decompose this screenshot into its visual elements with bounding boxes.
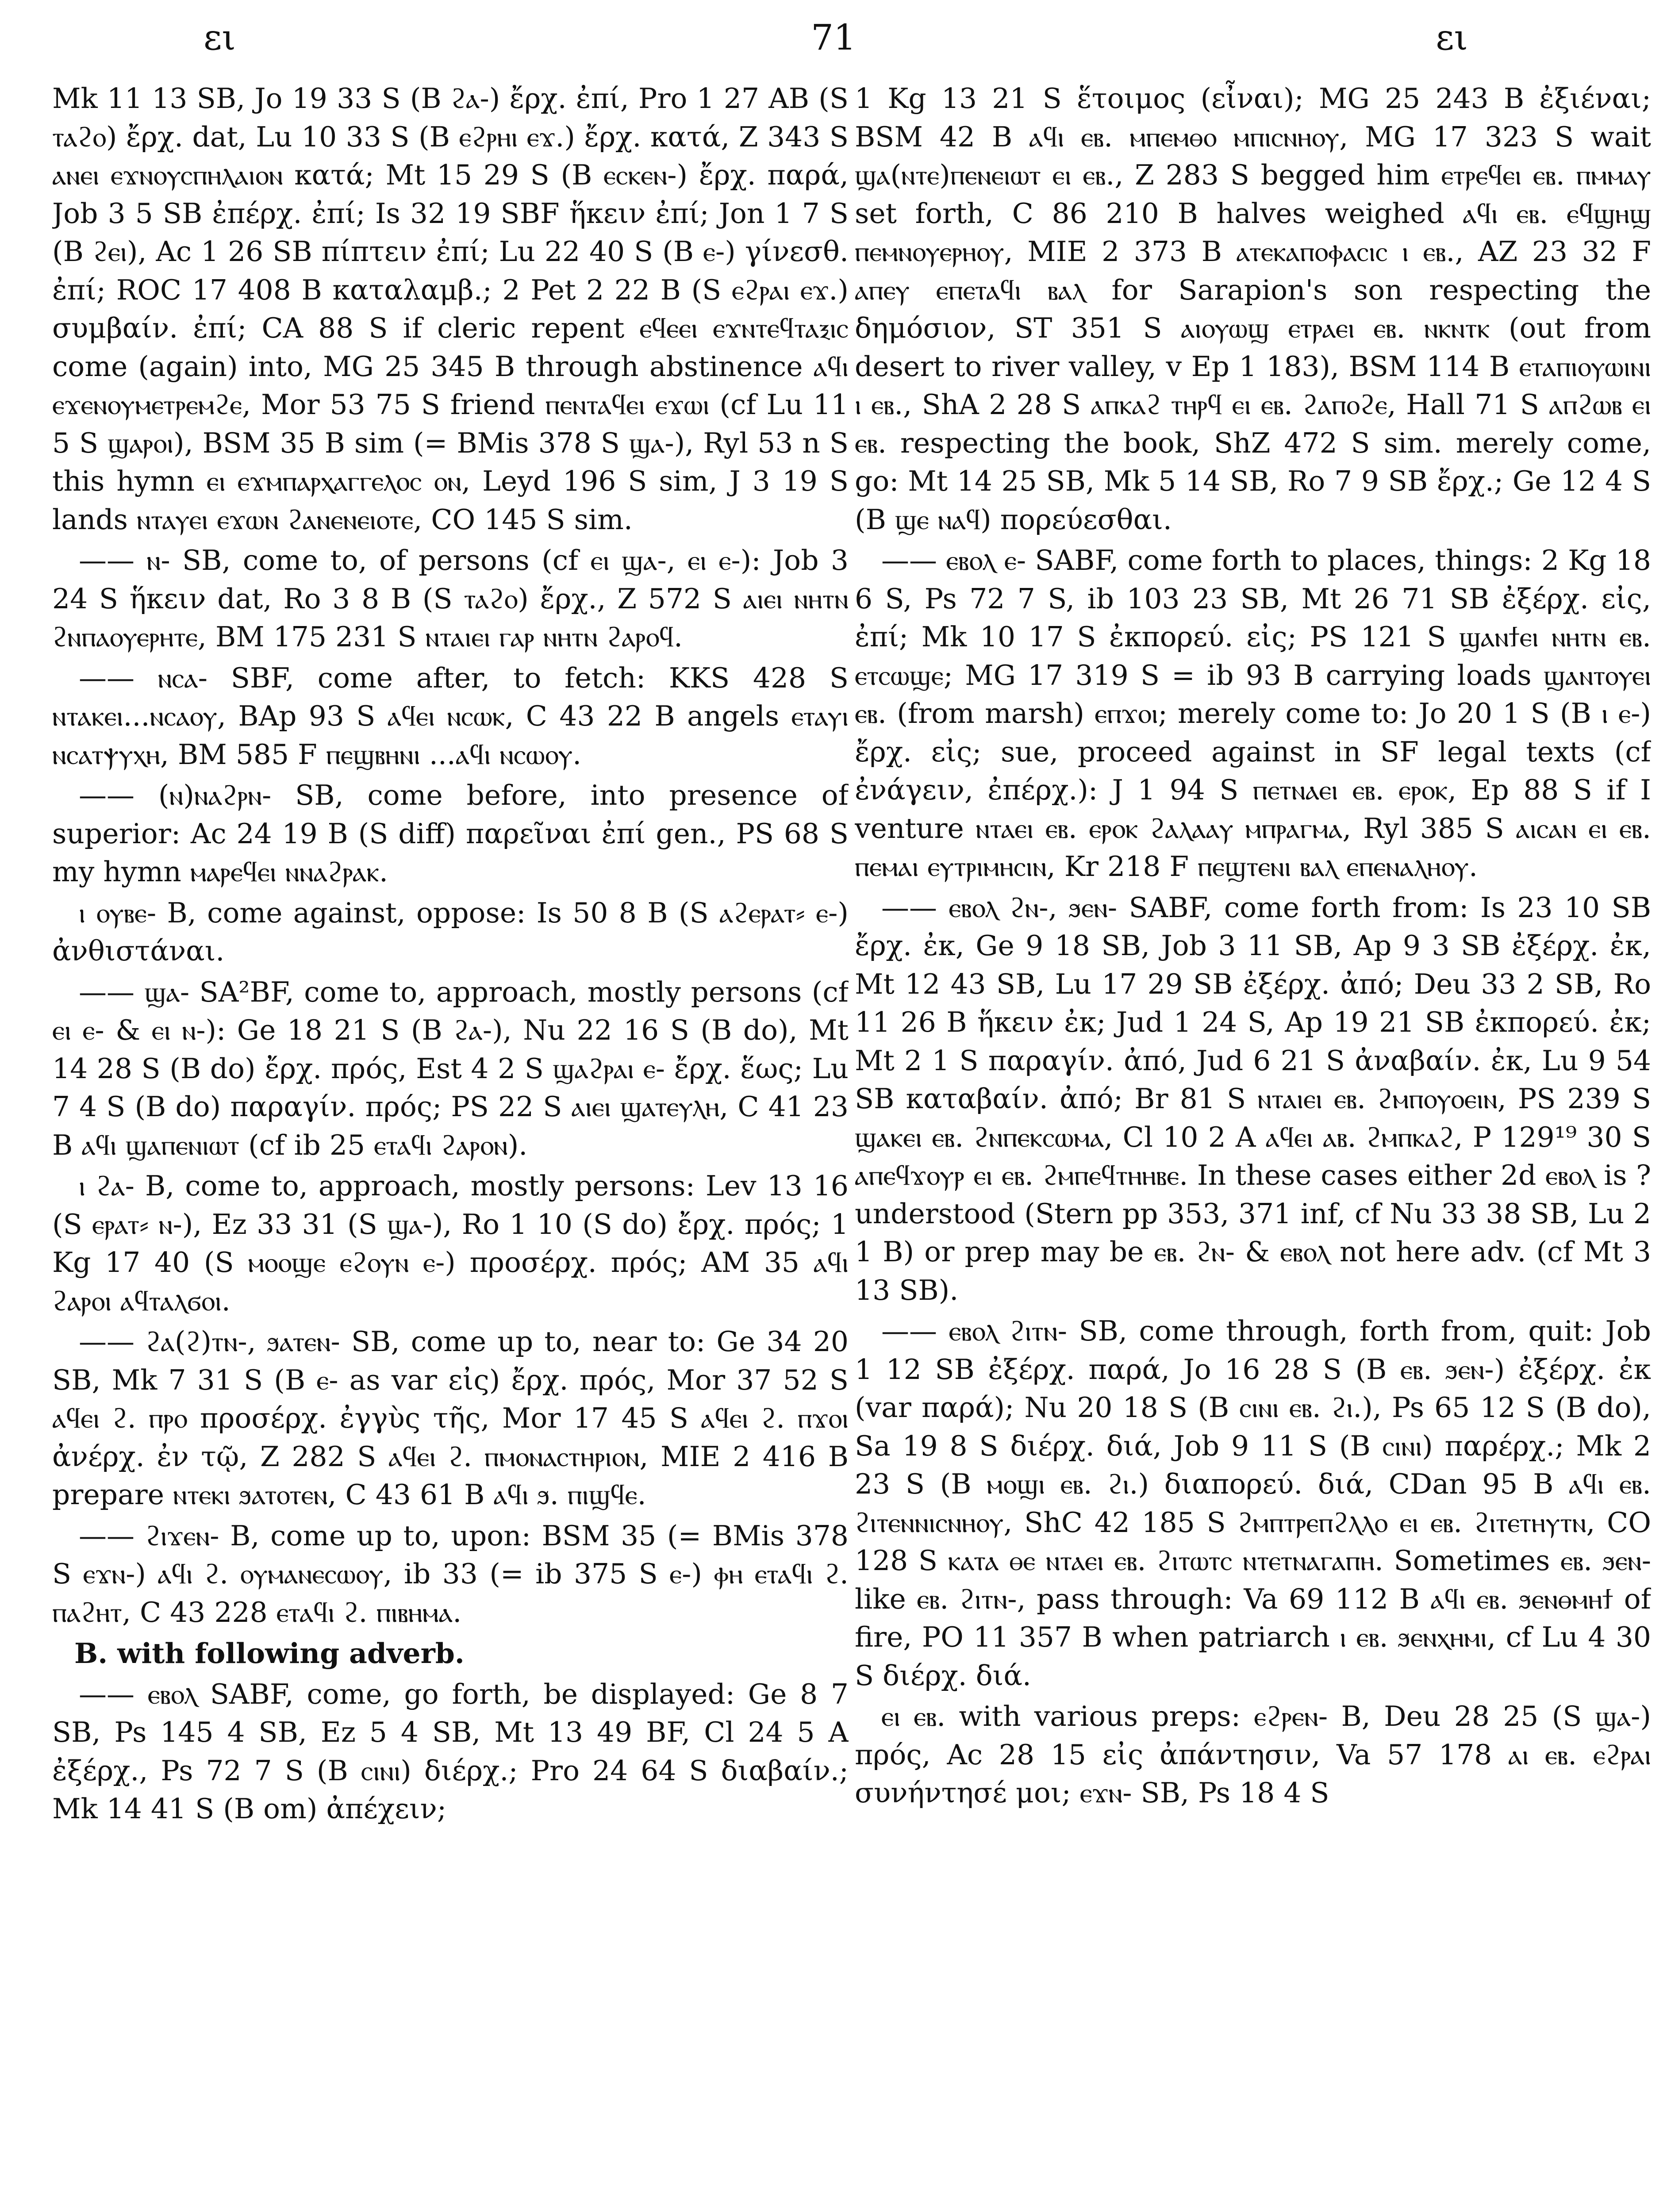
entry-paragraph: —— (ⲛ)ⲛⲁϩⲣⲛ- SB, come before, into presence of superior: Ac 24 19 B (S diff) παρεῖναι ἐπί gen., PS 68 S my hymn ⲙⲁⲣⲉϥⲉⲓ ⲛⲛⲁϩⲣⲁⲕ. [52, 779, 849, 888]
left-column [52, 80, 849, 2212]
entry-paragraph: ⲉⲓ ⲉⲃ. with various preps: ⲉϩⲣⲉⲛ- B, Deu 28 25 (S ϣⲁ-) πρός, Ac 28 15 εἰς ἀπάντησιν, Va 57 178 ⲁⲓ ⲉⲃ. ⲉϩⲣⲁⲓ συνήντησέ μοι; ⲉϫⲛ- SB, Ps 18 4 S [855, 1700, 1651, 1809]
entry-paragraph: ⲓ ϩⲁ- B, come to, approach, mostly persons: Lev 13 16 (S ⲉⲣⲁⲧ⸗ ⲛ-), Ez 33 31 (S ϣⲁ-), Ro 1 10 (S do) ἔρχ. πρός; 1 Kg 17 40 (S ⲙⲟⲟϣⲉ ⲉϩⲟⲩⲛ ⲉ-) προσέρχ. πρός; AM 35 ⲁϥⲓ ϩⲁⲣⲟⲓ ⲁϥⲧⲁⲗϭⲟⲓ. [52, 1170, 849, 1317]
entry-paragraph: ⲓ ⲟⲩⲃⲉ- B, come against, oppose: Is 50 8 B (S ⲁϩⲉⲣⲁⲧ⸗ ⲉ-) ἀνθιστάναι. [52, 896, 849, 967]
running-head [53, 13, 1614, 62]
entry-paragraph: —— ⲉⲃⲟⲗ ϩⲛ-, ϧⲉⲛ- SABF, come forth from: Is 23 10 SB ἔρχ. ἐκ, Ge 9 18 SB, Job 3 11 SB, Ap 9 3 SB ἐξέρχ. ἐκ, Mt 12 43 SB, Lu 17 29 SB ἐξέρχ. ἀπό; Deu 33 2 SB, Ro 11 26 B ἥκειν ἐκ; Jud 1 24 S, Ap 19 21 SB ἐκπορεύ. ἐκ; Mt 2 1 S παραγίν. ἀπό, Jud 6 21 S ἀναβαίν. ἐκ, Lu 9 54 SB καταβαίν. ἀπό; Br 81 S ⲛⲧⲁⲓⲉⲓ ⲉⲃ. ϩⲙⲡⲟⲩⲟⲉⲓⲛ, PS 239 S ϣⲁⲕⲉⲓ ⲉⲃ. ϩⲛⲡⲉⲕⲥⲱⲙⲁ, Cl 10 2 A ⲁϥⲉⲓ ⲁⲃ. ϩⲙⲡⲕⲁϩ, P 129¹⁹ 30 S ⲁⲡⲉϥϫⲟⲩⲣ ⲉⲓ ⲉⲃ. ϩⲙⲡⲉϥⲧⲏⲏⲃⲉ. In these cases either 2d ⲉⲃⲟⲗ is ?understood (Stern pp 353, 371 inf, cf Nu 33 38 SB, Lu 2 1 B) or prep may be ⲉⲃ. ϩⲛ- & ⲉⲃⲟⲗ not here adv. (cf Mt 3 13 SB). [855, 891, 1651, 1306]
entry-paragraph: —— ϩⲓϫⲉⲛ- B, come up to, upon: BSM 35 (= BMis 378 S ⲉϫⲛ-) ⲁϥⲓ ϩ. ⲟⲩⲙⲁⲛⲉⲥⲱⲟⲩ, ib 33 (= ib 375 S ⲉ-) ⲫⲏ ⲉⲧⲁϥⲓ ϩ. ⲡⲁϩⲏⲧ, C 43 228 ⲉⲧⲁϥⲓ ϩ. ⲡⲓⲃⲏⲙⲁ. [52, 1519, 849, 1628]
right-headword: ει [1436, 17, 1468, 58]
right-column [855, 80, 1651, 2212]
entry-paragraph: —— ⲉⲃⲟⲗ ⲉ- SABF, come forth to places, things: 2 Kg 18 6 S, Ps 72 7 S, ib 103 23 SB, Mt 26 71 SB ἐξέρχ. εἰς, ἐπί; Mk 10 17 S ἐκπορεύ. εἰς; PS 121 S ϣⲁⲛϯⲉⲓ ⲛⲏⲧⲛ ⲉⲃ. ⲉⲧⲥⲱϣⲉ; MG 17 319 S = ib 93 B carrying loads ϣⲁⲛⲧⲟⲩⲉⲓ ⲉⲃ. (from marsh) ⲉⲡϫⲟⲓ; merely come to: Jo 20 1 S (B ⲓ ⲉ-) ἔρχ. εἰς; sue, proceed against in SF legal texts (cf ἐνάγειν, ἐπέρχ.): J 1 94 S ⲡⲉⲧⲛⲁⲉⲓ ⲉⲃ. ⲉⲣⲟⲕ, Ep 88 S if I venture ⲛⲧⲁⲉⲓ ⲉⲃ. ⲉⲣⲟⲕ ϩⲁⲗⲁⲁⲩ ⲙⲡⲣⲁⲅⲙⲁ, Ryl 385 S ⲁⲓⲥⲁⲛ ⲉⲓ ⲉⲃ. ⲡⲉⲙⲁⲓ ⲉⲩⲧⲣⲓⲙⲏⲥⲓⲛ, Kr 218 F ⲡⲉϣⲧⲉⲛⲓ ⲃⲁⲗ ⲉⲡⲉⲛⲁⲗⲏⲟⲩ. [855, 544, 1651, 883]
entry-paragraph: —— ϩⲁ(ϩ)ⲧⲛ-, ϧⲁⲧⲉⲛ- SB, come up to, near to: Ge 34 20 SB, Mk 7 31 S (B ⲉ- as var εἰς) ἔρχ. πρός, Mor 37 52 S ⲁϥⲉⲓ ϩ. ⲡⲣⲟ προσέρχ. ἐγγὺς τῆς, Mor 17 45 S ⲁϥⲉⲓ ϩ. ⲡϫⲟⲓ ἀνέρχ. ἐν τῷ, Z 282 S ⲁϥⲉⲓ ϩ. ⲡⲙⲟⲛⲁⲥⲧⲏⲣⲓⲟⲛ, MIE 2 416 B prepare ⲛⲧⲉⲕⲓ ϧⲁⲧⲟⲧⲉⲛ, C 43 61 B ⲁϥⲓ ϧ. ⲡⲓϣϥⲉ. [52, 1325, 849, 1511]
entry-paragraph: 1 Kg 13 21 S ἕτοιμος (εἶναι); MG 25 243 B ἐξιέναι; BSM 42 B ⲁϥⲓ ⲉⲃ. ⲙⲡⲉⲙⲑⲟ ⲙⲡⲓⲥⲛⲏⲟⲩ, MG 17 323 S wait ϣⲁ(ⲛⲧⲉ)ⲡⲉⲛⲉⲓⲱⲧ ⲉⲓ ⲉⲃ., Z 283 S begged him ⲉⲧⲣⲉϥⲉⲓ ⲉⲃ. ⲡⲙⲙⲁⲩ set forth, C 86 210 B halves weighed ⲁϥⲓ ⲉⲃ. ⲉϥϣⲏϣ ⲡⲉⲙⲛⲟⲩⲉⲣⲏⲟⲩ, MIE 2 373 B ⲁⲧⲉⲕⲁⲡⲟⲫⲁⲥⲓⲥ ⲓ ⲉⲃ., AZ 23 32 F ⲁⲡⲉⲩ ⲉⲡⲉⲧⲁϥⲓ ⲃⲁⲗ for Sarapion's son respecting the δημόσιον, ST 351 S ⲁⲓⲟⲩⲱϣ ⲉⲧⲣⲁⲉⲓ ⲉⲃ. ⲛⲕⲛⲧⲕ (out from desert to river valley, v Ep 1 183), BSM 114 B ⲉⲧⲁⲡⲓⲟⲩⲱⲓⲛⲓ ⲓ ⲉⲃ., ShA 2 28 S ⲁⲡⲕⲁϩ ⲧⲏⲣϥ ⲉⲓ ⲉⲃ. ϩⲁⲡⲟϩⲉ, Hall 71 S ⲁⲡϩⲱⲃ ⲉⲓ ⲉⲃ. respecting the book, ShZ 472 S sim. merely come, go: Mt 14 25 SB, Mk 5 14 SB, Ro 7 9 SB ἔρχ.; Ge 12 4 S (B ϣⲉ ⲛⲁϥ) πορεύεσθαι. [855, 82, 1651, 536]
entry-paragraph: —— ⲉⲃⲟⲗ ϩⲓⲧⲛ- SB, come through, forth from, quit: Job 1 12 SB ἐξέρχ. παρά, Jo 16 28 S (B ⲉⲃ. ϧⲉⲛ-) ἐξέρχ. ἐκ (var παρά); Nu 20 18 S (B ⲥⲓⲛⲓ ⲉⲃ. ϩⲓ.), Ps 65 12 S (B do), Sa 19 8 S διέρχ. διά, Job 9 11 S (B ⲥⲓⲛⲓ) παρέρχ.; Mk 2 23 S (B ⲙⲟϣⲓ ⲉⲃ. ϩⲓ.) διαπορεύ. διά, CDan 95 B ⲁϥⲓ ⲉⲃ. ϩⲓⲧⲉⲛⲛⲓⲥⲛⲏⲟⲩ, ShC 42 185 S ϩⲙⲡⲧⲣⲉⲡϩⲗⲗⲟ ⲉⲓ ⲉⲃ. ϩⲓⲧⲉⲧⲏⲩⲧⲛ, CO 128 S ⲕⲁⲧⲁ ⲑⲉ ⲛⲧⲁⲉⲓ ⲉⲃ. ϩⲓⲧⲱⲧⲥ ⲛⲧⲉⲧⲛⲁⲅⲁⲡⲏ. Sometimes ⲉⲃ. ϧⲉⲛ- like ⲉⲃ. ϩⲓⲧⲛ-, pass through: Va 69 112 B ⲁϥⲓ ⲉⲃ. ϧⲉⲛⲑⲙⲏϯ of fire, PO 11 357 B when patriarch ⲓ ⲉⲃ. ϧⲉⲛⲭⲏⲙⲓ, cf Lu 4 30 S διέρχ. διά. [855, 1315, 1651, 1692]
entry-paragraph: —— ϣⲁ- SA²BF, come to, approach, mostly persons (cf ⲉⲓ ⲉ- & ⲉⲓ ⲛ-): Ge 18 21 S (B ϩⲁ-), Nu 22 16 S (B do), Mt 14 28 S (B do) ἔρχ. πρός, Est 4 2 S ϣⲁϩⲣⲁⲓ ⲉ- ἔρχ. ἕως; Lu 7 4 S (B do) παραγίν. πρός; PS 22 S ⲁⲓⲉⲓ ϣⲁⲧⲉⲩⲗⲏ, C 41 23 B ⲁϥⲓ ϣⲁⲡⲉⲛⲓⲱⲧ (cf ib 25 ⲉⲧⲁϥⲓ ϩⲁⲣⲟⲛ). [52, 975, 849, 1161]
page-number: 71 [811, 17, 856, 58]
entry-paragraph: —— ⲛⲥⲁ- SBF, come after, to fetch: KKS 428 S ⲛⲧⲁⲕⲉⲓ...ⲛⲥⲁⲟⲩ, BAp 93 S ⲁϥⲉⲓ ⲛⲥⲱⲕ, C 43 22 B angels ⲉⲧⲁⲩⲓ ⲛⲥⲁⲧⲯⲩⲭⲏ, BM 585 F ⲡⲉϣⲃⲏⲛⲓ ...ⲁϥⲓ ⲛⲥⲱⲟⲩ. [52, 661, 849, 771]
entry-paragraph: —— ⲛ- SB, come to, of persons (cf ⲉⲓ ϣⲁ-, ⲉⲓ ⲉ-): Job 3 24 S ἥκειν dat, Ro 3 8 B (S ⲧⲁϩⲟ) ἔρχ., Z 572 S ⲁⲓⲉⲓ ⲛⲏⲧⲛ ϩⲛⲡⲁⲟⲩⲉⲣⲏⲧⲉ, BM 175 231 S ⲛⲧⲁⲓⲉⲓ ⲅⲁⲣ ⲛⲏⲧⲛ ϩⲁⲣⲟϥ. [52, 544, 849, 653]
entry-paragraph: Mk 11 13 SB, Jo 19 33 S (B ϩⲁ-) ἔρχ. ἐπί, Pro 1 27 AB (S ⲧⲁϩⲟ) ἔρχ. dat, Lu 10 33 S (B ⲉϩⲣⲏⲓ ⲉϫ.) ἔρχ. κατά, Z 343 S ⲁⲛⲉⲓ ⲉϫⲛⲟⲩⲥⲡⲏⲗⲁⲓⲟⲛ κατά; Mt 15 29 S (B ⲉⲥⲕⲉⲛ-) ἔρχ. παρά, Job 3 5 SB ἐπέρχ. ἐπί; Is 32 19 SBF ἥκειν ἐπί; Jon 1 7 S (B ϩⲉⲓ), Ac 1 26 SB πίπτειν ἐπί; Lu 22 40 S (B ⲉ-) γίνεσθ. ἐπί; ROC 17 408 B καταλαμβ.; 2 Pet 2 22 B (S ⲉϩⲣⲁⲓ ⲉϫ.) συμβαίν. ἐπί; CA 88 S if cleric repent ⲉϥⲉⲉⲓ ⲉϫⲛⲧⲉϥⲧⲁⲝⲓⲥ come (again) into, MG 25 345 B through abstinence ⲁϥⲓ ⲉϫⲉⲛⲟⲩⲙⲉⲧⲣⲉⲙϩⲉ, Mor 53 75 S friend ⲡⲉⲛⲧⲁϥⲉⲓ ⲉϫⲱⲓ (cf Lu 11 5 S ϣⲁⲣⲟⲓ), BSM 35 B sim (= BMis 378 S ϣⲁ-), Ryl 53 n S this hymn ⲉⲓ ⲉϫⲙⲡⲁⲣⲭⲁⲅⲅⲉⲗⲟⲥ ⲟⲛ, Leyd 196 S sim, J 3 19 S lands ⲛⲧⲁⲩⲉⲓ ⲉϫⲱⲛ ϩⲁⲛⲉⲛⲉⲓⲟⲧⲉ, CO 145 S sim. [52, 82, 849, 536]
left-headword: ει [204, 17, 236, 58]
entry-paragraph: —— ⲉⲃⲟⲗ SABF, come, go forth, be displayed: Ge 8 7 SB, Ps 145 4 SB, Ez 5 4 SB, Mt 13 49 BF, Cl 24 5 A ἐξέρχ., Ps 72 7 S (B ⲥⲓⲛⲓ) διέρχ.; Pro 24 64 S διαβαίν.; Mk 14 41 S (B om) ἀπέχειν; [52, 1678, 849, 1825]
section-heading: B. with following adverb. [74, 1637, 465, 1670]
